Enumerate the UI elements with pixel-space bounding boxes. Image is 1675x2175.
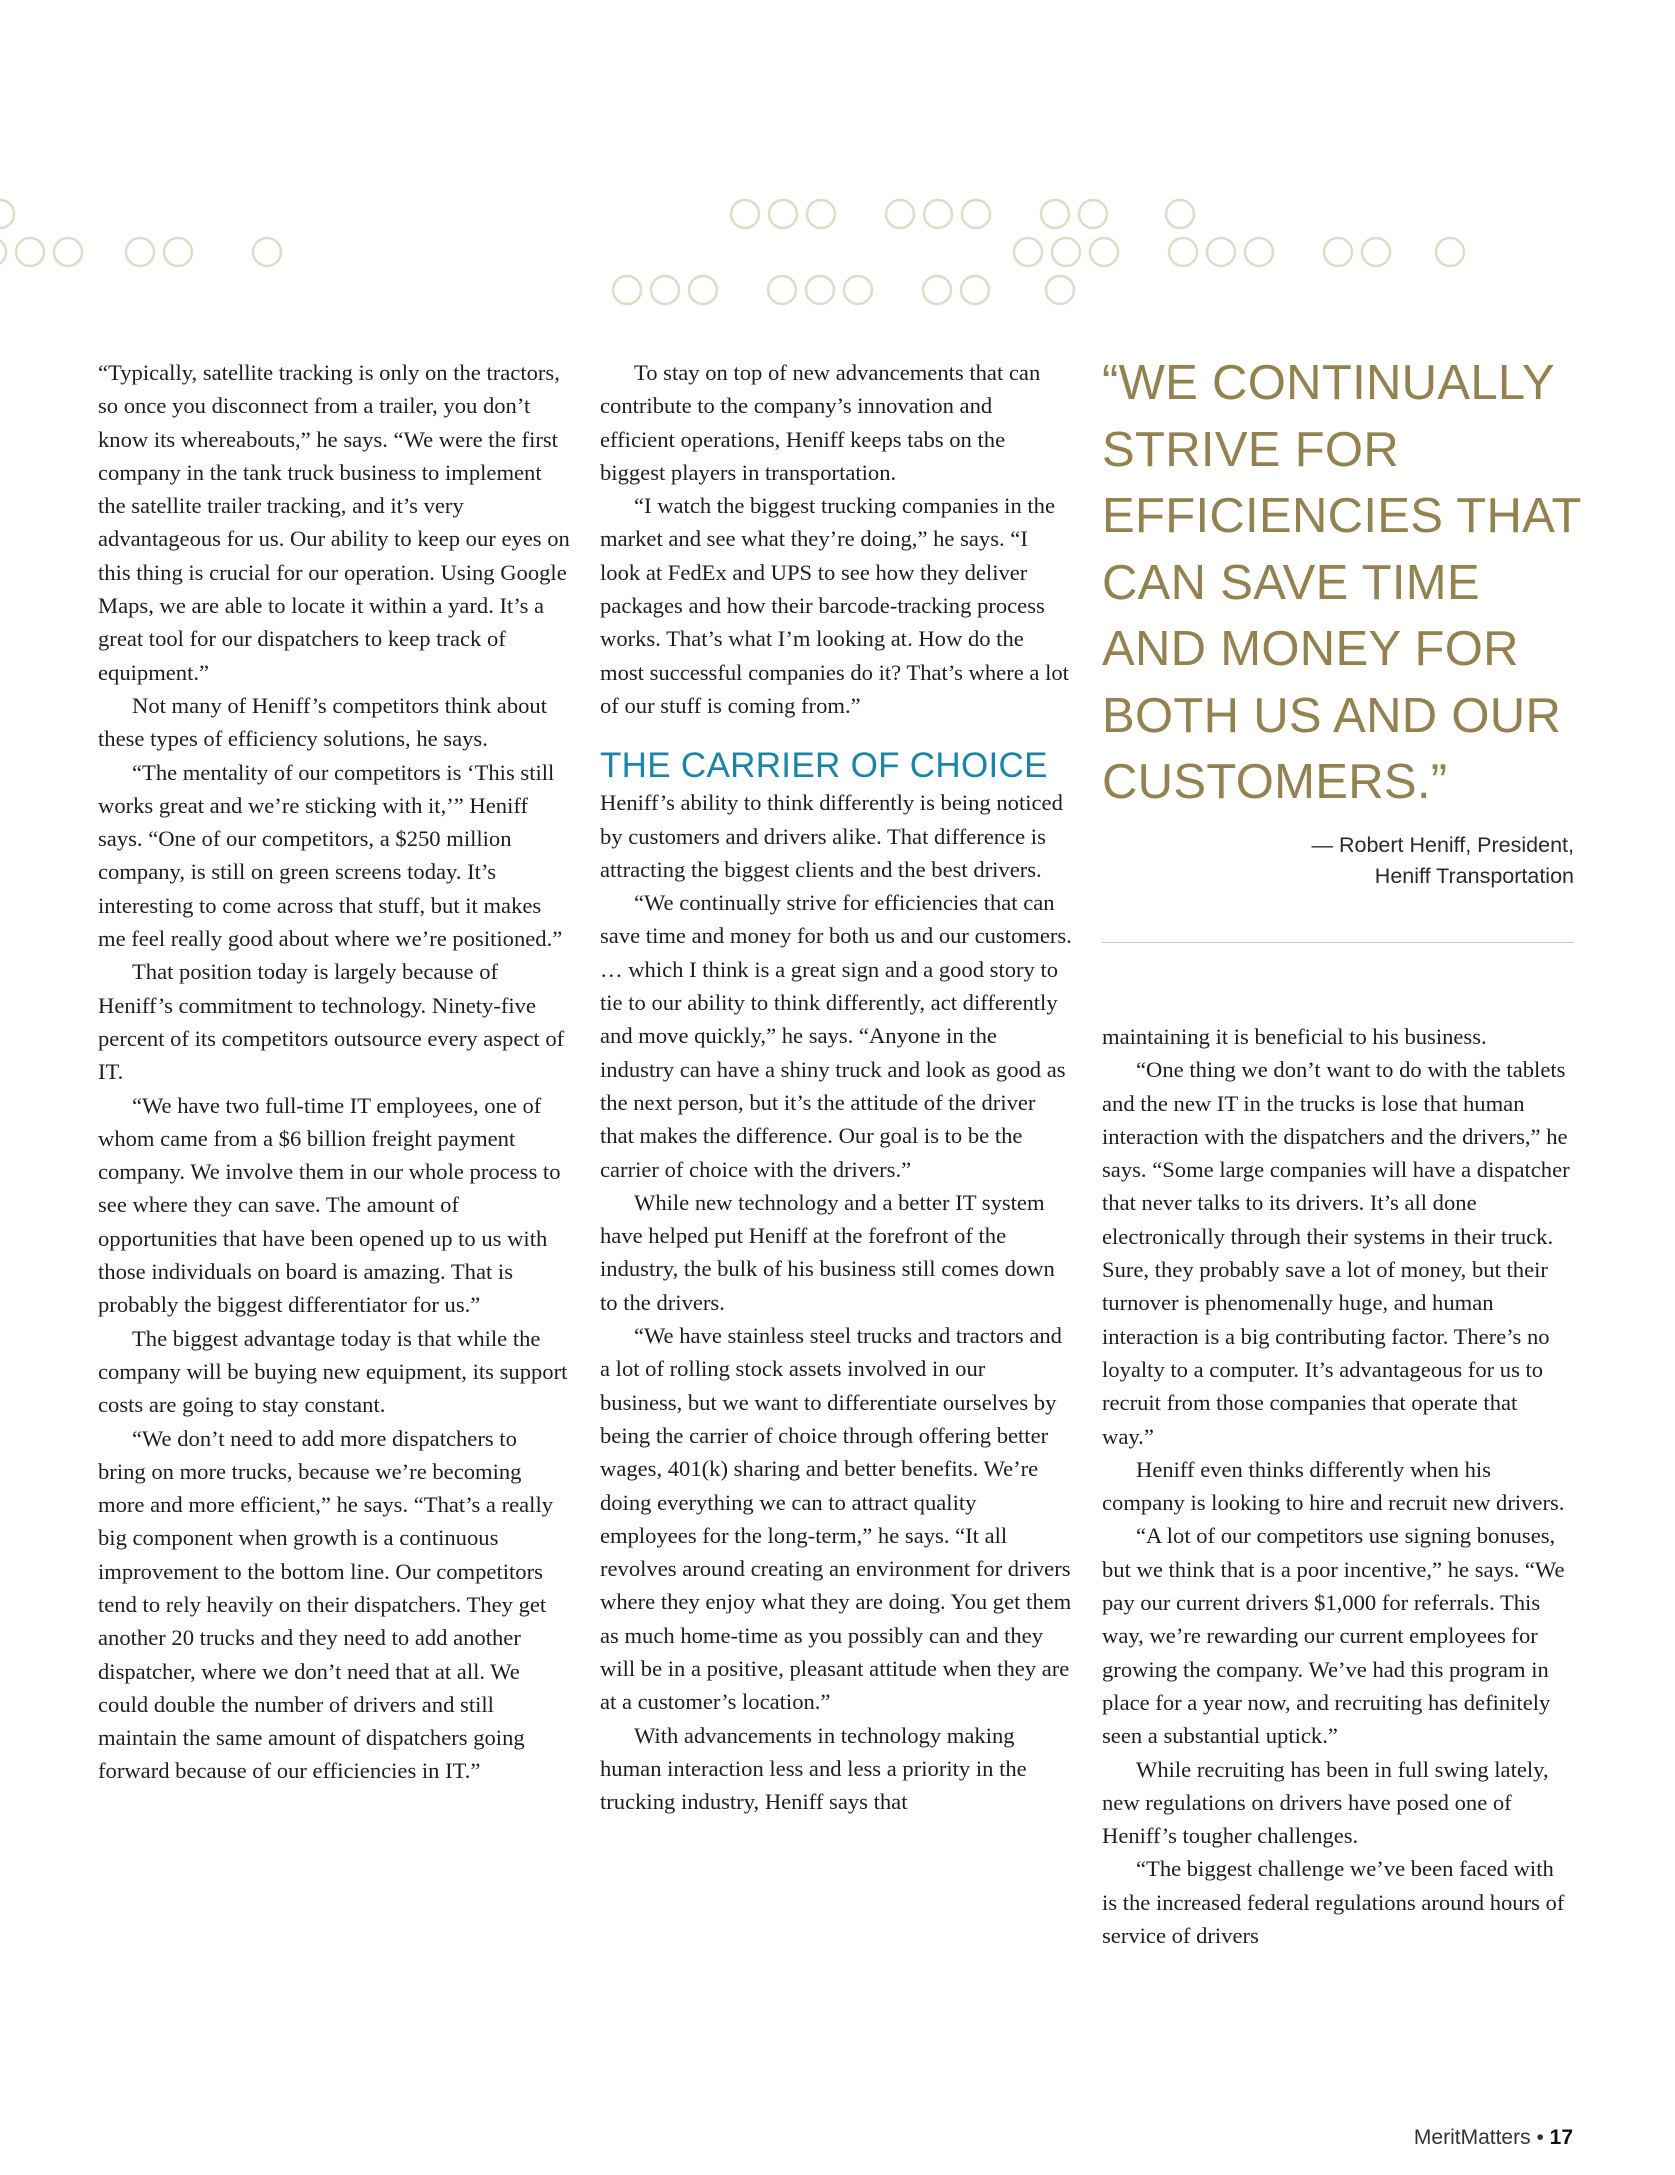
decorative-dot [689, 276, 717, 304]
paragraph: “A lot of our competitors use signing bonuses, but we think that is a poor incentive,” he says. “We pay our current drivers $1,000 for referrals. This way, we’re rewarding our current employees for growing the company. We’ve had this program in place for a year now, and recruiting has definitely seen a substantial uptick.” [1102, 1523, 1565, 1749]
paragraph: “We continually strive for efficiencies that can save time and money for both us and our customers. … which I think is a great sign and a good story to tie to our ability to think differently, act differently and move quickly,” he says. “Anyone in the industry can have a shiny truck and look as good as the next person, but it’s the attitude of the driver that makes the difference. Our goal is to be the carrier of choice with the drivers.” [600, 890, 1072, 1182]
paragraph: With advancements in technology making human interaction less and less a priority in the trucking industry, Heniff says that [600, 1722, 1027, 1815]
paragraph: “We have stainless steel trucks and tractors and a lot of rolling stock assets involved in our business, but we want to differentiate ourselves by being the carrier of choice through offering better wages, 401(k) sharing and better benefits. We’re doing everything we can to attract quality employees for the long-term,” he says. “It all revolves around creating an environment for drivers where they enjoy what they are doing. You get them as much home-time as you possibly can and they will be in a positive, pleasant attitude when they are at a customer’s location.” [600, 1323, 1072, 1715]
decorative-dot-pattern [0, 180, 1675, 320]
decorative-dot [769, 200, 797, 228]
decorative-dot [1046, 276, 1074, 304]
decorative-dot [651, 276, 679, 304]
article-column-2 [600, 356, 1072, 1818]
page-number: 17 [1549, 2126, 1573, 2149]
decorative-dot [1362, 238, 1390, 266]
section-subhead: THE CARRIER OF CHOICE [600, 746, 1048, 786]
article-column-1 [98, 356, 570, 1788]
pull-quote: “WE CONTINUALLY STRIVE FOR EFFICIENCIES THAT CAN SAVE TIME AND MONEY FOR BOTH US AND OUR CUSTOMERS.” [1102, 356, 1581, 809]
paragraph: “The mentality of our competitors is ‘This still works great and we’re sticking with it,’” Heniff says. “One of our competitors, a $250 million company, is still on green screens today. It’s interesting to come across that stuff, but it makes me feel really good about where we’re positioned.” [98, 759, 563, 952]
decorative-dot [1014, 238, 1042, 266]
paragraph: To stay on top of new advancements that can contribute to the company’s innovation and efficient operations, Heniff keeps tabs on the biggest players in transportation. [600, 360, 1041, 485]
paragraph: “We don’t need to add more dispatchers to bring on more trucks, because we’re becoming more and more efficient,” he says. “That’s a really big component when growth is a continuous improvement to the bottom line. Our competitors tend to rely heavily on their dispatchers. They get another 20 trucks and they need to add another dispatcher, where we don’t need that at all. We could double the number of drivers and still maintain the same amount of dispatchers going forward because of our efficiencies in IT.” [98, 1425, 554, 1784]
publication-name: MeritMatters [1413, 2126, 1531, 2149]
decorative-dot [253, 238, 281, 266]
decorative-dot [1169, 238, 1197, 266]
attribution-company: Heniff Transportation [1374, 864, 1574, 888]
paragraph: maintaining it is beneficial to his business. [1102, 1024, 1487, 1049]
decorative-dot [164, 238, 192, 266]
paragraph: The biggest advantage today is that while the company will be buying new equipment, its support costs are going to stay constant. [98, 1325, 568, 1418]
decorative-dot [1245, 238, 1273, 266]
paragraph: “I watch the biggest trucking companies in the market and see what they’re doing,” he says. “I look at FedEx and UPS to see how they deliver packages and how their barcode-tracking process works. That’s what I’m looking at. How do the most successful companies do it? That’s where a lot of our stuff is coming from.” [600, 493, 1069, 718]
decorative-dot [807, 200, 835, 228]
decorative-dot [923, 276, 951, 304]
paragraph: “The biggest challenge we’ve been faced with is the increased federal regulations around hours of service of drivers [1102, 1856, 1565, 1949]
paragraph: Heniff’s ability to think differently is being noticed by customers and drivers alike. That difference is attracting the biggest clients and the best drivers. [600, 790, 1063, 882]
paragraph: “Typically, satellite tracking is only on the tractors, so once you disconnect from a trailer, you don’t know its whereabouts,” he says. “We were the first company in the tank truck business to implement the satellite trailer tracking, and it’s very advantageous for us. Our ability to keep our eyes on this thing is crucial for our operation. Using Google Maps, we are able to locate it within a yard. It’s a great tool for our dispatchers to keep track of equipment.” [98, 360, 570, 685]
decorative-dot [1324, 238, 1352, 266]
decorative-dot [961, 276, 989, 304]
decorative-dot [924, 200, 952, 228]
decorative-dot [1079, 200, 1107, 228]
decorative-dot [886, 200, 914, 228]
decorative-dot [1052, 238, 1080, 266]
decorative-dot [768, 276, 796, 304]
attribution-name: — Robert Heniff, President, [1311, 833, 1574, 857]
article-column-3 [1102, 1020, 1574, 1952]
decorative-dot [0, 200, 14, 228]
divider [1102, 942, 1574, 943]
decorative-dot [1090, 238, 1118, 266]
decorative-dot [16, 238, 44, 266]
paragraph: That position today is largely because of Heniff’s commitment to technology. Ninety-five percent of its competitors outsource every aspect of IT. [98, 959, 565, 1085]
footer-bullet: • [1536, 2126, 1544, 2149]
decorative-dot [54, 238, 82, 266]
decorative-dot [1436, 238, 1464, 266]
decorative-dot [731, 200, 759, 228]
decorative-dot [806, 276, 834, 304]
paragraph: While recruiting has been in full swing lately, new regulations on drivers have posed one of Heniff’s tougher challenges. [1102, 1756, 1549, 1849]
page-footer [1414, 2126, 1573, 2150]
paragraph: While new technology and a better IT system have helped put Heniff at the forefront of the industry, the bulk of his business still comes down to the drivers. [600, 1189, 1055, 1315]
decorative-dot [1041, 200, 1069, 228]
decorative-dot [613, 276, 641, 304]
pull-quote-attribution [1102, 830, 1574, 892]
paragraph: Heniff even thinks differently when his company is looking to hire and recruit new drivers. [1102, 1456, 1565, 1516]
paragraph: “One thing we don’t want to do with the tablets and the new IT in the trucks is lose that human interaction with the dispatchers and the drivers,” he says. “Some large companies will have a dispatcher that never talks to its drivers. It’s all done electronically through their systems in their truck. Sure, they probably save a lot of money, but their turnover is phenomenally huge, and human interaction is a big contributing factor. There’s no loyalty to a computer. It’s advantageous for us to recruit from those companies that operate that way.” [1102, 1057, 1570, 1449]
decorative-dot [962, 200, 990, 228]
decorative-dot [0, 238, 6, 266]
paragraph: Not many of Heniff’s competitors think about these types of efficiency solutions, he says. [98, 692, 547, 752]
decorative-dot [1207, 238, 1235, 266]
paragraph: “We have two full-time IT employees, one of whom came from a $6 billion freight payment company. We involve them in our whole process to see where they can save. The amount of opportunities that have been opened up to us with those individuals on board is amazing. That is probably the biggest differentiator for us.” [98, 1092, 561, 1318]
decorative-dot [126, 238, 154, 266]
decorative-dot [1166, 200, 1194, 228]
decorative-dot [844, 276, 872, 304]
